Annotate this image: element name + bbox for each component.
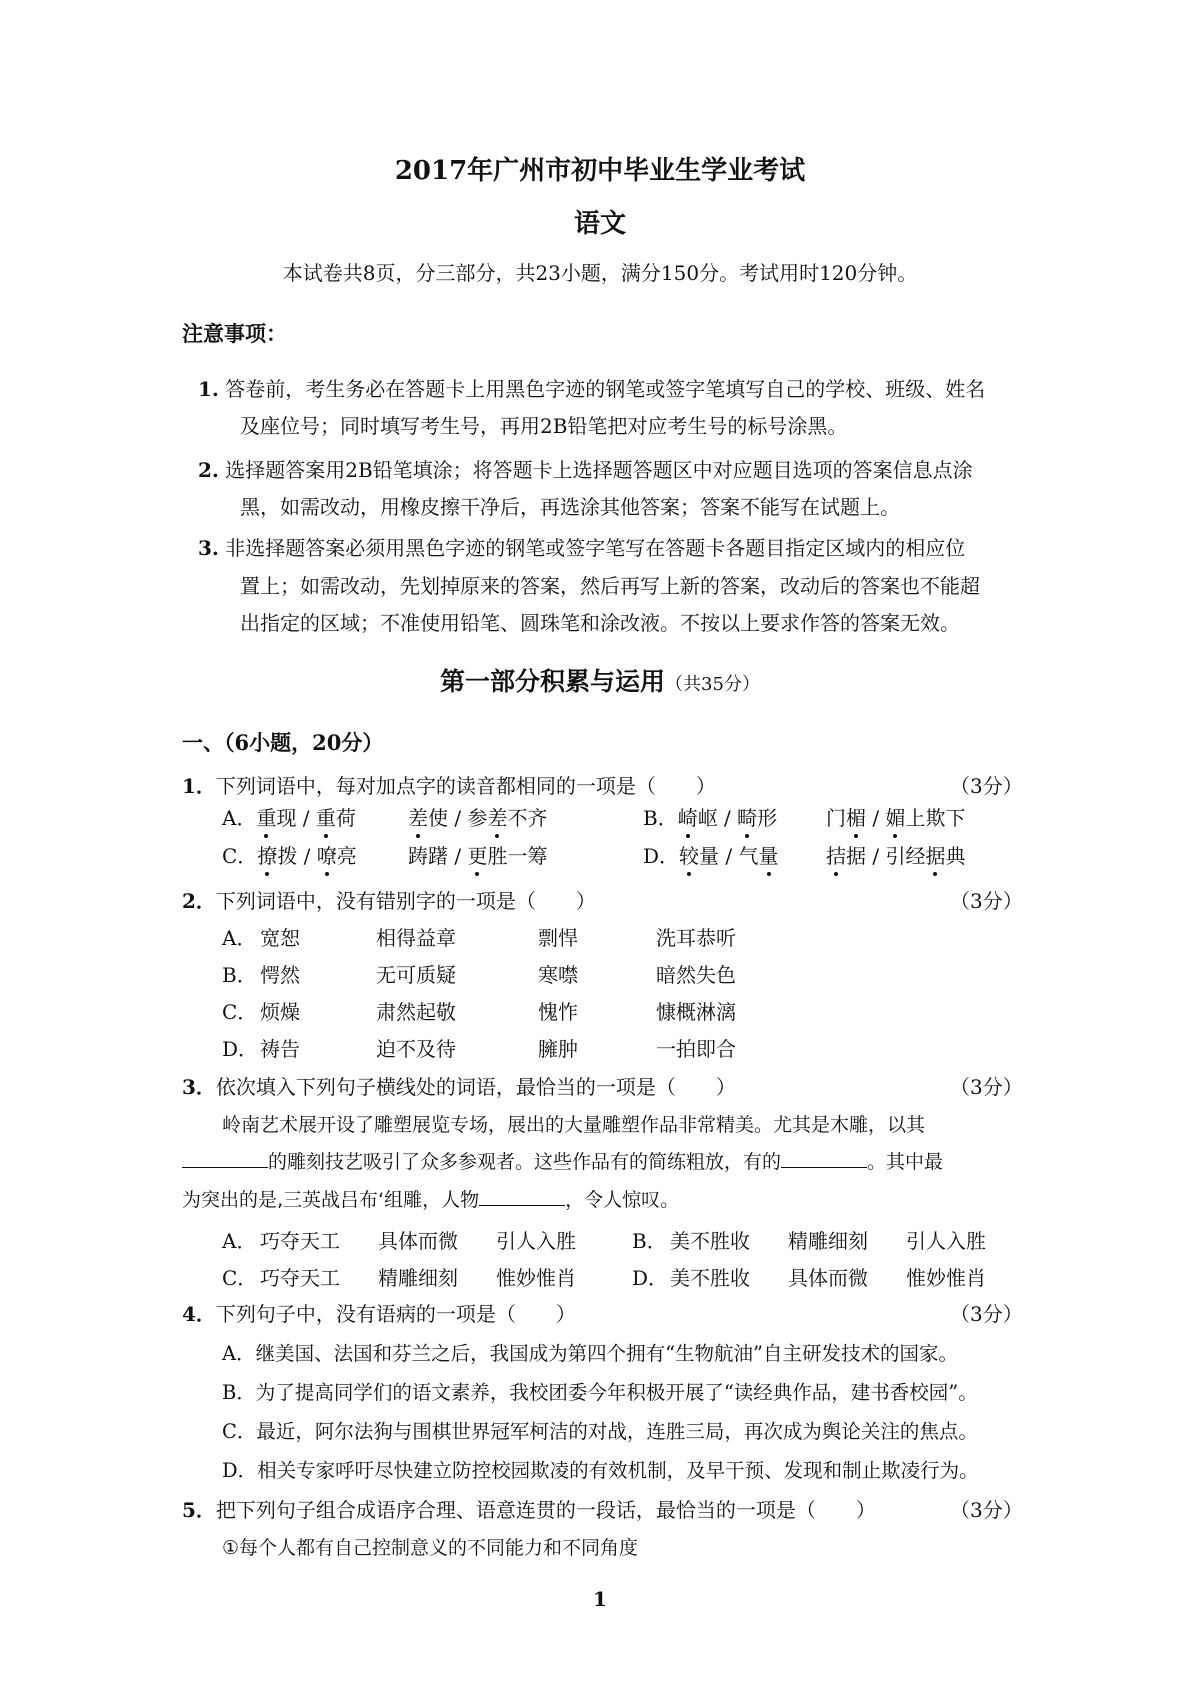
q1-option-c [222, 840, 357, 869]
question-text: 下列词语中，每对加点字的读音都相同的一项是（ ） [215, 774, 716, 798]
dotted-char: 媚 [885, 802, 905, 831]
notice-item-3 [198, 532, 965, 561]
option-text: 据 / 引经 [846, 844, 926, 868]
question-text: 下列句子中，没有语病的一项是（ ） [215, 1302, 576, 1326]
exam-info: 本试卷共8页，分三部分，共23小题，满分150分。考试用时120分钟。 [282, 261, 918, 285]
q2-word: 暗然失色 [656, 963, 736, 987]
q1-option-c-2 [408, 840, 547, 869]
dotted-char: 重 [256, 802, 276, 831]
question-3-stem [182, 1071, 736, 1100]
dotted-char: 崎 [678, 802, 698, 831]
q3-word: 惟妙惟肖 [496, 1266, 576, 1290]
q2-word: 肃然起敬 [376, 1000, 456, 1024]
option-text: 形 [757, 806, 778, 830]
option-text: 不齐 [507, 806, 548, 830]
question-num: 5． [182, 1498, 216, 1522]
dotted-char: 重 [316, 802, 336, 831]
notice-text: 置上；如需改动，先划掉原来的答案，然后再写上新的答案，改动后的答案也不能超 [240, 574, 980, 598]
question-score: （3分） [950, 889, 1023, 913]
notice-num: 1. [198, 377, 219, 401]
q2-word: 慷概淋漓 [656, 1000, 736, 1024]
fill-blank [479, 1187, 565, 1206]
passage-text: 为突出的是‚三英战吕布‘组雕，人物 [182, 1189, 480, 1211]
q2-word: 祷告 [260, 1037, 300, 1061]
subject-title: 语文 [573, 209, 626, 239]
fill-blank [781, 1149, 867, 1168]
q2-word: 愧怍 [538, 1000, 578, 1024]
option-label: A． [222, 806, 257, 830]
dotted-char: 更 [467, 840, 487, 869]
notice-text: 黑，如需改动，用橡皮擦干净后，再选涂其他答案；答案不能写在试题上。 [240, 495, 900, 519]
question-1-stem [182, 770, 716, 799]
dotted-char: 拮 [826, 840, 846, 869]
q2-word: 一拍即合 [656, 1037, 736, 1061]
notice-item-2 [198, 454, 973, 483]
passage-text: 。其中最 [867, 1151, 944, 1173]
q2-word: 洗耳恭听 [656, 926, 736, 950]
exam-title: 2017年广州市初中毕业生学业考试 [394, 156, 806, 186]
question-num: 2． [182, 889, 216, 913]
option-text: 上欺下 [905, 806, 966, 830]
option-label: C． [222, 844, 258, 868]
q3-word: 巧夺天工 [260, 1266, 340, 1290]
notice-text: 答卷前，考生务必在答题卡上用黑色字迹的钢笔或签字笔填写自己的学校、班级、姓名 [225, 377, 986, 401]
question-score: （3分） [950, 1302, 1023, 1326]
q3-passage-line [182, 1185, 679, 1212]
q3-word: 具体而微 [788, 1266, 868, 1290]
option-text: 量 / 气 [699, 844, 759, 868]
q1-option-a [222, 802, 356, 831]
notice-num: 3. [198, 536, 219, 560]
question-score: （3分） [950, 1075, 1023, 1099]
notice-text: 非选择题答案必须用黑色字迹的钢笔或签字笔写在答题卡各题目指定区域内的相应位 [225, 536, 966, 560]
option-text: 现 / [276, 806, 316, 830]
q1-option-b [643, 802, 777, 831]
dotted-char: 差 [487, 802, 507, 831]
q2-word: 臃肿 [538, 1037, 578, 1061]
option-label: B． [643, 806, 678, 830]
part1-heading [0, 662, 1200, 698]
question-text: 下列词语中，没有错别字的一项是（ ） [215, 889, 596, 913]
q3-passage-line [182, 1147, 943, 1174]
q2-word: 愕然 [260, 963, 300, 987]
question-5-stem [182, 1494, 876, 1523]
passage-text: 的雕刻技艺吸引了众多参观者。这些作品有的简练粗放，有的 [268, 1151, 782, 1173]
option-text: 胜一筹 [487, 844, 548, 868]
dotted-char: 嘹 [317, 840, 337, 869]
notice-num: 2. [198, 458, 219, 482]
q2-word: 无可质疑 [376, 963, 456, 987]
dotted-char: 据 [925, 840, 945, 869]
q2-word: 相得益章 [376, 926, 456, 950]
notice-heading: 注意事项： [182, 321, 287, 346]
q2-word: 寒噤 [538, 963, 578, 987]
option-text: 拨 / [277, 844, 317, 868]
dotted-char: 差 [408, 802, 428, 831]
question-num: 3． [182, 1075, 216, 1099]
option-text: 荷 [335, 806, 356, 830]
q3-word: 美不胜收 [670, 1266, 750, 1290]
fill-blank [182, 1149, 268, 1168]
q4-option: C．最近，阿尔法狗与围棋世界冠军柯洁的对战，连胜三局，再次成为舆论关注的焦点。 [222, 1420, 978, 1443]
option-text: / [866, 806, 886, 830]
question-4-stem [182, 1298, 576, 1327]
notice-text: 出指定的区域；不准使用铅笔、圆珠笔和涂改液。不按以上要求作答的答案无效。 [240, 611, 960, 635]
page-number: 1 [593, 1587, 607, 1611]
option-text: 岖 / [697, 806, 738, 830]
q4-option: A．继美国、法国和芬兰之后，我国成为第四个拥有“生物航油”自主研发技术的国家。 [222, 1342, 959, 1365]
q1-option-a-2 [408, 802, 547, 831]
q2-word: 烦燥 [260, 1000, 300, 1024]
q1-option-d-2 [826, 840, 965, 869]
section1-heading: 一、（6小题，20分） [182, 730, 384, 755]
dotted-char: 量 [759, 840, 779, 869]
q2-word: 迫不及待 [376, 1037, 456, 1061]
q1-option-b-2 [826, 802, 965, 831]
q3-option-label: B． [632, 1229, 667, 1253]
dotted-char: 撩 [257, 840, 277, 869]
q2-option-label: C． [222, 1000, 258, 1024]
q2-word: 剽悍 [538, 926, 578, 950]
part1-title: 第一部分积累与运用 [440, 667, 666, 696]
question-text: 依次填入下列句子横线处的词语，最恰当的一项是（ ） [215, 1075, 736, 1099]
passage-text: ，令人惊叹。 [565, 1189, 680, 1211]
q2-option-label: A． [222, 926, 257, 950]
question-2-stem [182, 885, 596, 914]
q5-sentence: ①每个人都有自己控制意义的不同能力和不同角度 [222, 1537, 639, 1559]
question-num: 4． [182, 1302, 216, 1326]
dotted-char: 楣 [846, 802, 866, 831]
notice-text: 选择题答案用2B铅笔填涂；将答题卡上选择题答题区中对应题目选项的答案信息点涂 [225, 458, 973, 482]
q3-option-label: C． [222, 1266, 258, 1290]
q2-option-label: D． [222, 1037, 259, 1061]
option-label: D． [643, 844, 680, 868]
q2-option-label: B． [222, 963, 257, 987]
q2-word: 宽恕 [260, 926, 300, 950]
q4-option: B．为了提高同学们的语文素养，我校团委今年积极开展了“读经典作品，建书香校园”。 [222, 1381, 978, 1404]
option-text: 门 [826, 806, 846, 830]
option-text: 亮 [336, 844, 357, 868]
q3-word: 精雕细刻 [788, 1229, 868, 1253]
q3-word: 巧夺天工 [260, 1229, 340, 1253]
question-text: 把下列句子组合成语序合理、语意连贯的一段话，最恰当的一项是（ ） [215, 1498, 876, 1522]
q1-option-d [643, 840, 779, 869]
q4-option: D．相关专家呼吁尽快建立防控校园欺凌的有效机制，及早干预、发现和制止欺凌行为。 [222, 1459, 979, 1482]
q3-word: 美不胜收 [670, 1229, 750, 1253]
q3-passage-line: 岭南艺术展开设了雕塑展览专场，展出的大量雕塑作品非常精美。尤其是木雕，以其 [222, 1114, 926, 1136]
q3-option-label: D． [632, 1266, 669, 1290]
question-score: （3分） [950, 1498, 1023, 1522]
question-num: 1． [182, 774, 216, 798]
option-text: 使 / 参 [428, 806, 488, 830]
notice-item-1 [198, 373, 985, 402]
q3-word: 具体而微 [378, 1229, 458, 1253]
q3-word: 精雕细刻 [378, 1266, 458, 1290]
dotted-char: 畸 [737, 802, 757, 831]
notice-text: 及座位号；同时填写考生号，再用2B铅笔把对应考生号的标号涂黑。 [240, 414, 848, 438]
part1-score: （共35分） [665, 674, 760, 695]
q3-word: 引人入胜 [906, 1229, 986, 1253]
q3-word: 惟妙惟肖 [906, 1266, 986, 1290]
option-text: 踌躇 / [408, 844, 468, 868]
q3-option-label: A． [222, 1229, 257, 1253]
q3-word: 引人入胜 [496, 1229, 576, 1253]
option-text: 典 [945, 844, 966, 868]
dotted-char: 较 [679, 840, 699, 869]
question-score: （3分） [950, 774, 1023, 798]
